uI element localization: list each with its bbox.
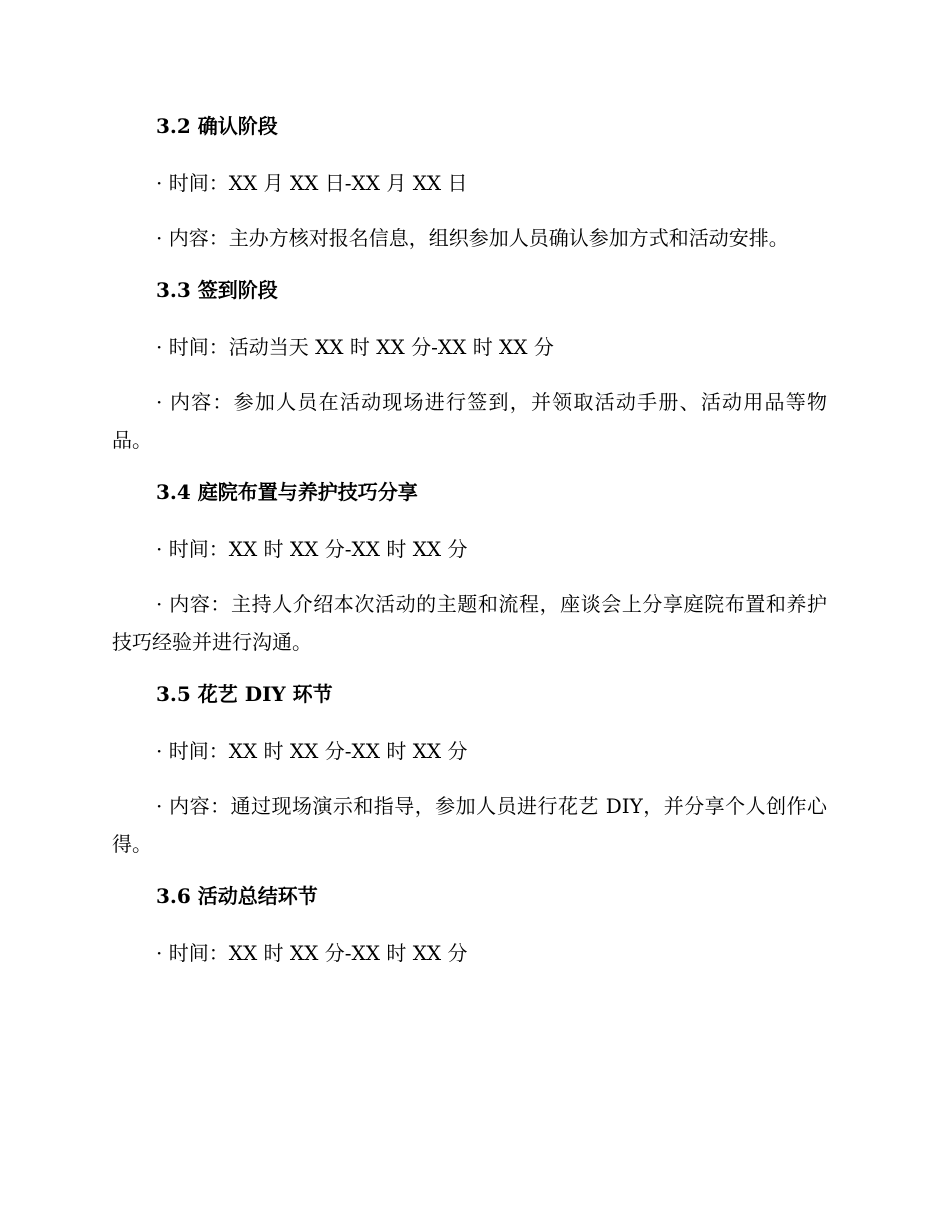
content-paragraph: · 内容：主办方核对报名信息，组织参加人员确认参加方式和活动安排。 xyxy=(156,226,789,250)
section-3-6 xyxy=(112,880,827,972)
time-line: · 时间：活动当天 XX 时 XX 分-XX 时 XX 分 xyxy=(156,335,554,359)
section-3-5 xyxy=(112,678,827,863)
content-paragraph: · 内容：参加人员在活动现场进行签到，并领取活动手册、活动用品等物品。 xyxy=(112,390,827,452)
time-line: · 时间：XX 月 XX 日-XX 月 XX 日 xyxy=(156,171,468,195)
time-line: · 时间：XX 时 XX 分-XX 时 XX 分 xyxy=(156,941,468,965)
section-heading: 3.4 庭院布置与养护技巧分享 xyxy=(156,480,418,504)
section-3-4 xyxy=(112,476,827,661)
section-heading: 3.5 花艺 DIY 环节 xyxy=(156,682,333,706)
section-3-3 xyxy=(112,274,827,459)
section-3-2 xyxy=(112,110,827,257)
section-heading: 3.3 签到阶段 xyxy=(156,278,278,302)
section-heading: 3.6 活动总结环节 xyxy=(156,884,318,908)
content-paragraph: · 内容：主持人介绍本次活动的主题和流程，座谈会上分享庭院布置和养护技巧经验并进行沟通。 xyxy=(112,592,827,654)
content-paragraph: · 内容：通过现场演示和指导，参加人员进行花艺 DIY，并分享个人创作心得。 xyxy=(112,794,827,856)
time-line: · 时间：XX 时 XX 分-XX 时 XX 分 xyxy=(156,537,468,561)
document-body xyxy=(112,110,827,989)
time-line: · 时间：XX 时 XX 分-XX 时 XX 分 xyxy=(156,739,468,763)
section-heading: 3.2 确认阶段 xyxy=(156,114,278,138)
